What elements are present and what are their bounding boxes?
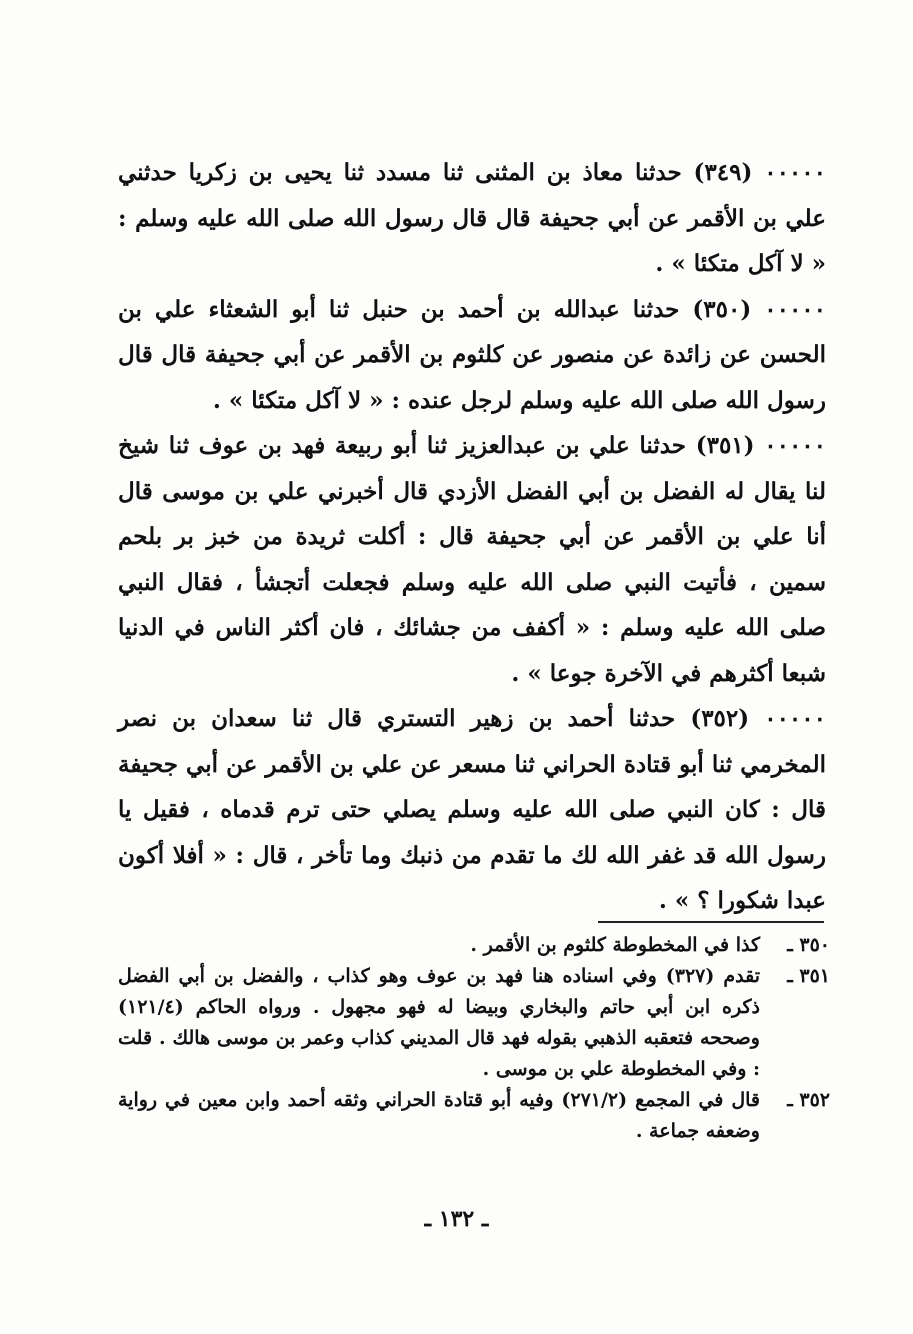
footnote-number: ٣٥٢ ـ bbox=[787, 1089, 830, 1111]
footnote-separator bbox=[598, 921, 824, 923]
page-number: ـ ١٣٢ ـ bbox=[424, 1206, 489, 1232]
footnote-text: تقدم (٣٢٧) وفي اسناده هنا فهد بن عوف وهو كذاب ، والفضل بن أبي الفضل ذكره ابن أبي حاتم والبخاري وبيضا له فهو مجهول . ورواه الحاكم (١٢١/٤) وصححه فتعقبه الذهبي بقوله فهد قال المديني كذاب وعمر بن موسى هالك . قلت : وفي المخطوطة علي بن موسى . bbox=[118, 965, 760, 1080]
hadith-351: ٠٠٠٠٠ (٣٥١) حدثنا علي بن عبدالعزيز ثنا أبو ربيعة فهد بن عوف ثنا شيخ لنا يقال له الفضل بن أبي الفضل الأزدي قال أخبرني علي بن موسى قال أنا علي بن الأقمر عن أبي جحيفة قال : أكلت ثريدة من خبز بر بلحم سمين ، فأتيت النبي صلى الله عليه وسلم فجعلت أتجشأ ، فقال النبي صلى الله عليه وسلم : « أكفف من جشائك ، فان أكثر الناس في الدنيا شبعا أكثرهم في الآخرة جوعا » . bbox=[118, 432, 827, 687]
hadith-352: ٠٠٠٠٠ (٣٥٢) حدثنا أحمد بن زهير التستري قال ثنا سعدان بن نصر المخرمي ثنا أبو قتادة الحراني ثنا مسعر عن علي بن الأقمر عن أبي جحيفة قال : كان النبي صلى الله عليه وسلم يصلي حتى ترم قدماه ، فقيل يا رسول الله قد غفر الله لك ما تقدم من ذنبك وما تأخر ، قال : « أفلا أكون عبدا شكورا ؟ » . bbox=[118, 705, 826, 914]
footnote-number: ٣٥١ ـ bbox=[787, 965, 830, 987]
hadith-text-block bbox=[118, 150, 826, 924]
hadith-350: ٠٠٠٠٠ (٣٥٠) حدثنا عبدالله بن أحمد بن حنبل ثنا أبو الشعثاء علي بن الحسن عن زائدة عن منصور عن كلثوم بن الأقمر عن أبي جحيفة قال قال رسول الله صلى الله عليه وسلم لرجل عنده : « لا آكل متكئا » . bbox=[118, 295, 827, 414]
footnote-text: كذا في المخطوطة كلثوم بن الأقمر . bbox=[470, 934, 760, 956]
footnote-351 bbox=[118, 961, 830, 1085]
footnote-350 bbox=[118, 930, 830, 961]
footnote-text: قال في المجمع (٢٧١/٢) وفيه أبو قتادة الحراني وثقه أحمد وابن معين في رواية وضعفه جماعة . bbox=[118, 1089, 761, 1142]
footnote-352 bbox=[118, 1085, 830, 1147]
footnote-number: ٣٥٠ ـ bbox=[787, 934, 830, 956]
footnotes-block bbox=[118, 930, 830, 1147]
hadith-349: ٠٠٠٠٠ (٣٤٩) حدثنا معاذ بن المثنى ثنا مسدد ثنا يحيى بن زكريا حدثني علي بن الأقمر عن أبي جحيفة قال قال رسول الله صلى الله عليه وسلم : « لا آكل متكئا » . bbox=[118, 159, 826, 277]
